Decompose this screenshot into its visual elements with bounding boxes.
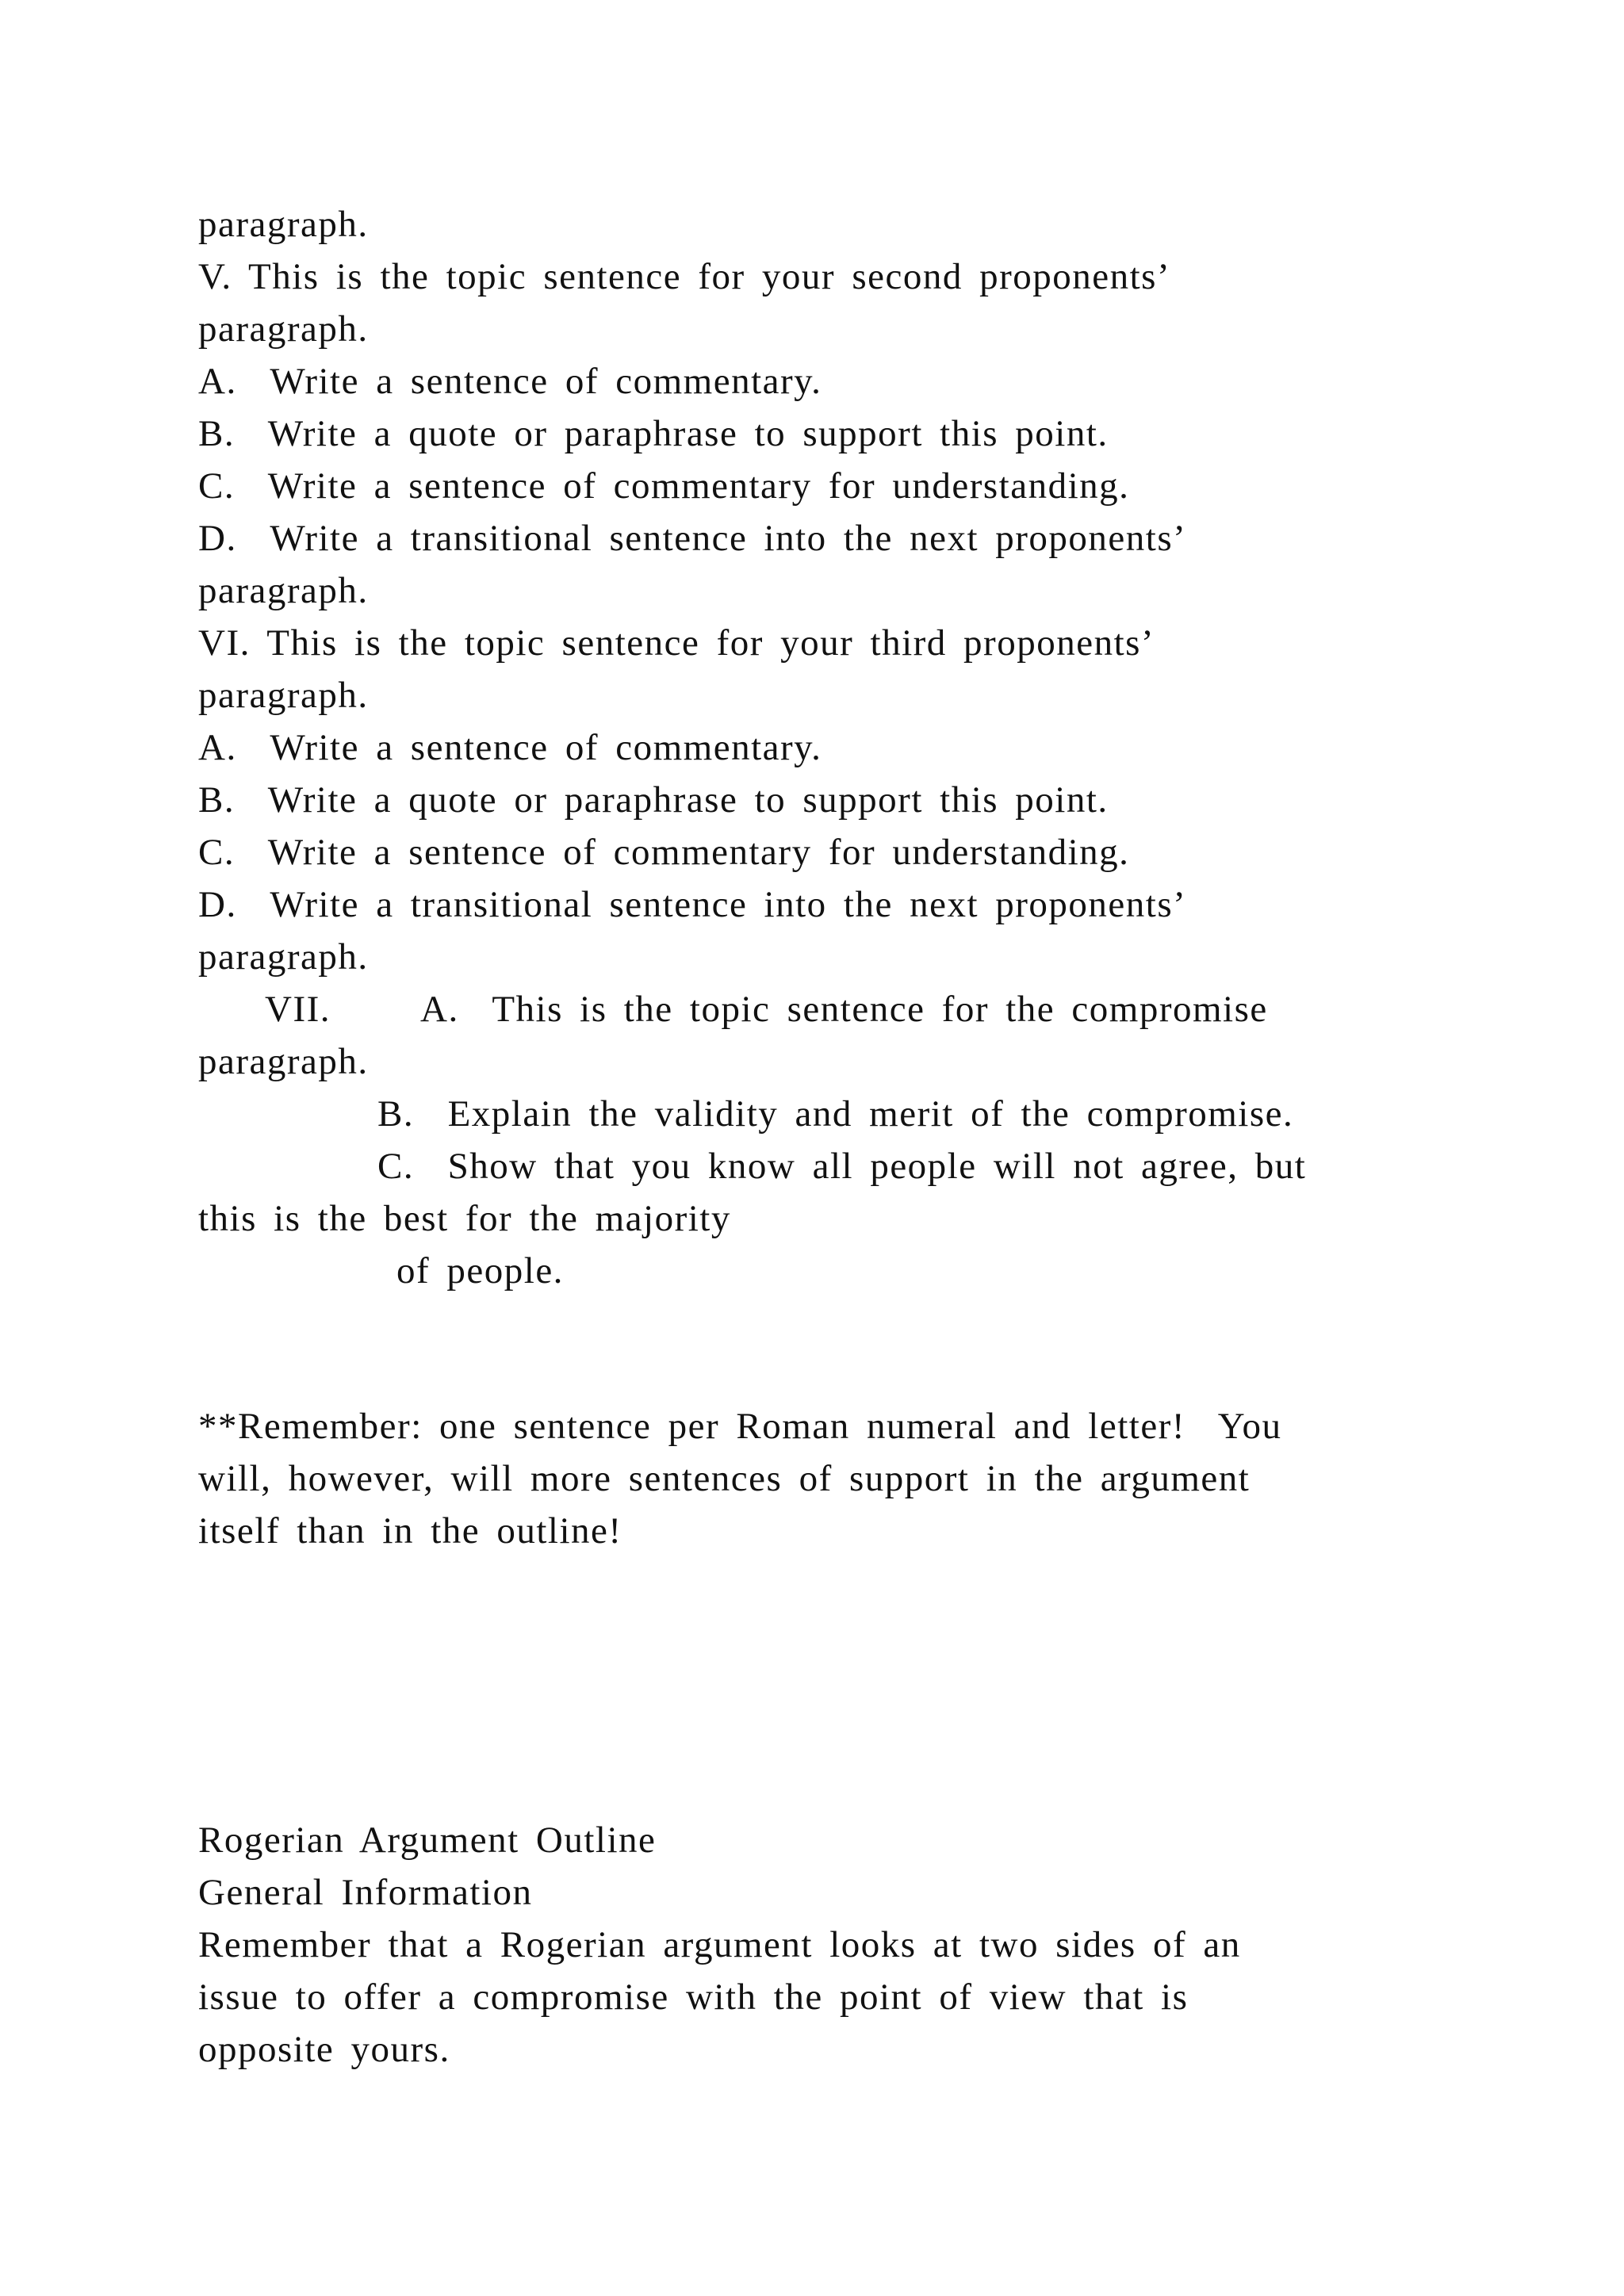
outline-line: paragraph. xyxy=(198,675,369,716)
outline-line: paragraph. xyxy=(198,308,369,350)
reminder-line: will, however, will more sentences of support in the argument xyxy=(198,1458,1251,1499)
outline-line-item-b: B. Write a quote or paraphrase to support this point. xyxy=(198,413,1109,454)
compromise-item-a: A. This is the topic sentence for the compromise xyxy=(420,989,1268,1030)
section-body-line: Remember that a Rogerian argument looks at two sides of an xyxy=(198,1924,1241,1965)
outline-line-item-a: A. Write a sentence of commentary. xyxy=(198,361,822,402)
compromise-item-c-cont: this is the best for the majority xyxy=(198,1198,731,1239)
outline-line: paragraph. xyxy=(198,936,369,978)
compromise-item-b: B. Explain the validity and merit of the compromise. xyxy=(377,1093,1294,1135)
outline-line: paragraph. xyxy=(198,204,369,245)
compromise-numeral: VII. xyxy=(265,989,331,1030)
compromise-item-c: C. Show that you know all people will not agree, but xyxy=(377,1146,1307,1187)
outline-line: paragraph. xyxy=(198,570,369,611)
compromise-item-c-cont: of people. xyxy=(396,1250,564,1292)
compromise-item-a-cont: paragraph. xyxy=(198,1041,369,1082)
reminder-line: **Remember: one sentence per Roman numeral and letter! You xyxy=(198,1406,1282,1447)
outline-line-topic-v: V. This is the topic sentence for your second proponents’ xyxy=(198,256,1171,297)
outline-line-item-d: D. Write a transitional sentence into the next proponents’ xyxy=(198,884,1187,925)
outline-line-item-c: C. Write a sentence of commentary for understanding. xyxy=(198,832,1130,873)
reminder-line: itself than in the outline! xyxy=(198,1510,622,1552)
outline-line-item-b: B. Write a quote or paraphrase to support this point. xyxy=(198,779,1109,821)
outline-line-item-a: A. Write a sentence of commentary. xyxy=(198,727,822,768)
section-body-line: opposite yours. xyxy=(198,2029,450,2070)
section-subtitle: General Information xyxy=(198,1872,533,1913)
outline-line-item-c: C. Write a sentence of commentary for understanding. xyxy=(198,465,1130,507)
section-body-line: issue to offer a compromise with the point of view that is xyxy=(198,1976,1189,2018)
section-title: Rogerian Argument Outline xyxy=(198,1820,657,1861)
outline-line-item-d: D. Write a transitional sentence into the next proponents’ xyxy=(198,518,1187,559)
outline-line-topic-vi: VI. This is the topic sentence for your third proponents’ xyxy=(198,622,1155,664)
